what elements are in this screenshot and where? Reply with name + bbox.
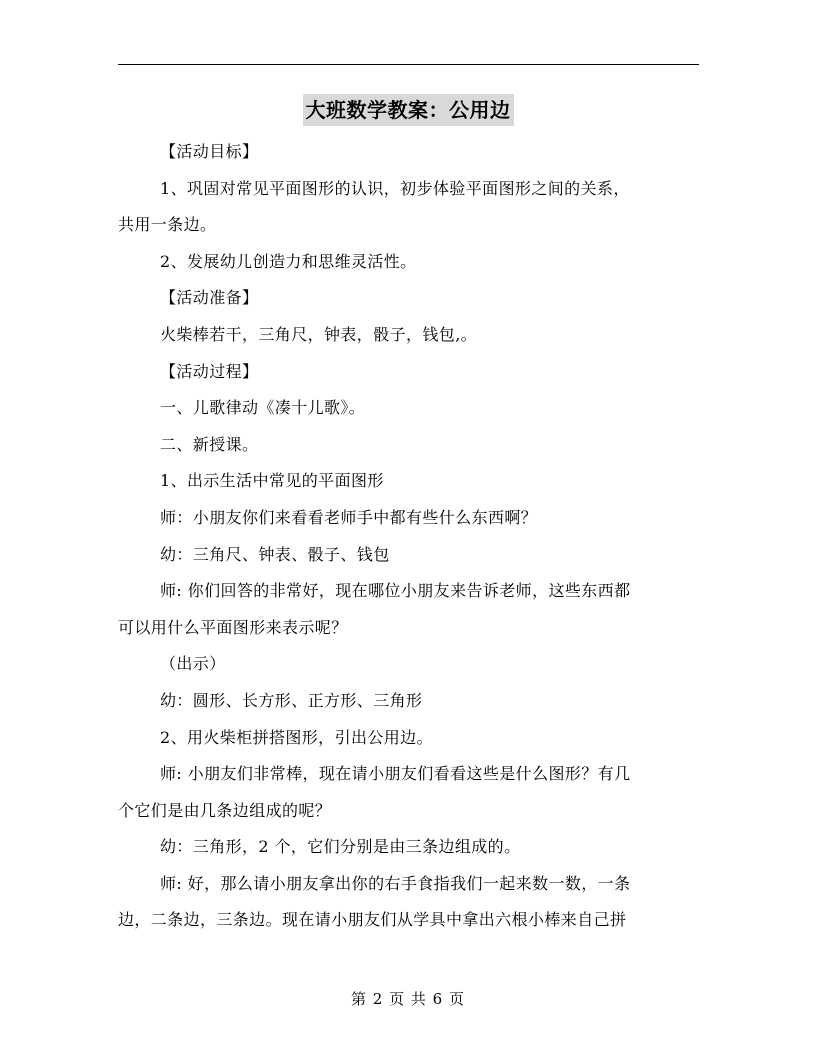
title-container <box>0 94 816 126</box>
paragraph-line: 个它们是由几条边组成的呢？ <box>118 800 332 820</box>
paragraph-line: 二、新授课。 <box>160 434 259 454</box>
section-heading-preparation: 【活动准备】 <box>160 288 259 308</box>
paragraph-line: 共用一条边。 <box>118 215 217 235</box>
paragraph-line: 1、出示生活中常见的平面图形 <box>160 471 384 491</box>
section-heading-goals: 【活动目标】 <box>160 142 259 161</box>
paragraph-line: 可以用什么平面图形来表示呢？ <box>118 617 348 637</box>
paragraph-line: 1、巩固对常见平面图形的认识，初步体验平面图形之间的关系， <box>160 178 630 198</box>
section-heading-process: 【活动过程】 <box>160 361 259 381</box>
paragraph-line: （出示） <box>160 654 226 674</box>
paragraph-line: 火柴棒若干，三角尺，钟表，骰子，钱包,。 <box>160 324 478 344</box>
paragraph-line: 师: 你们回答的非常好，现在哪位小朋友来告诉老师，这些东西都 <box>160 581 631 601</box>
paragraph-line: 师: 小朋友们非常棒，现在请小朋友们看看这些是什么图形？有几 <box>160 764 631 784</box>
paragraph-line: 2、发展幼儿创造力和思维灵活性。 <box>160 251 417 271</box>
paragraph-line: 边，二条边，三条边。现在请小朋友们从学具中拿出六根小棒来自己拼 <box>118 910 627 930</box>
paragraph-line: 2、用火柴柜拼搭图形，引出公用边。 <box>160 727 433 747</box>
paragraph-line: 幼：圆形、长方形、正方形、三角形 <box>160 690 423 710</box>
paragraph-line: 幼：三角尺、钟表、骰子、钱包 <box>160 544 390 564</box>
page-footer: 第 2 页 共 6 页 <box>351 990 465 1008</box>
header-rule <box>118 64 699 65</box>
document-body <box>118 134 698 939</box>
paragraph-line: 师：小朋友你们来看看老师手中都有些什么东西啊？ <box>160 507 538 527</box>
document-title: 大班数学教案：公用边 <box>303 94 514 126</box>
paragraph-line: 师: 好，那么请小朋友拿出你的右手食指我们一起来数一数，一条 <box>160 873 631 893</box>
paragraph-line: 幼：三角形，2 个，它们分别是由三条边组成的。 <box>160 837 521 857</box>
paragraph-line: 一、儿歌律动《凑十儿歌》。 <box>160 398 366 418</box>
